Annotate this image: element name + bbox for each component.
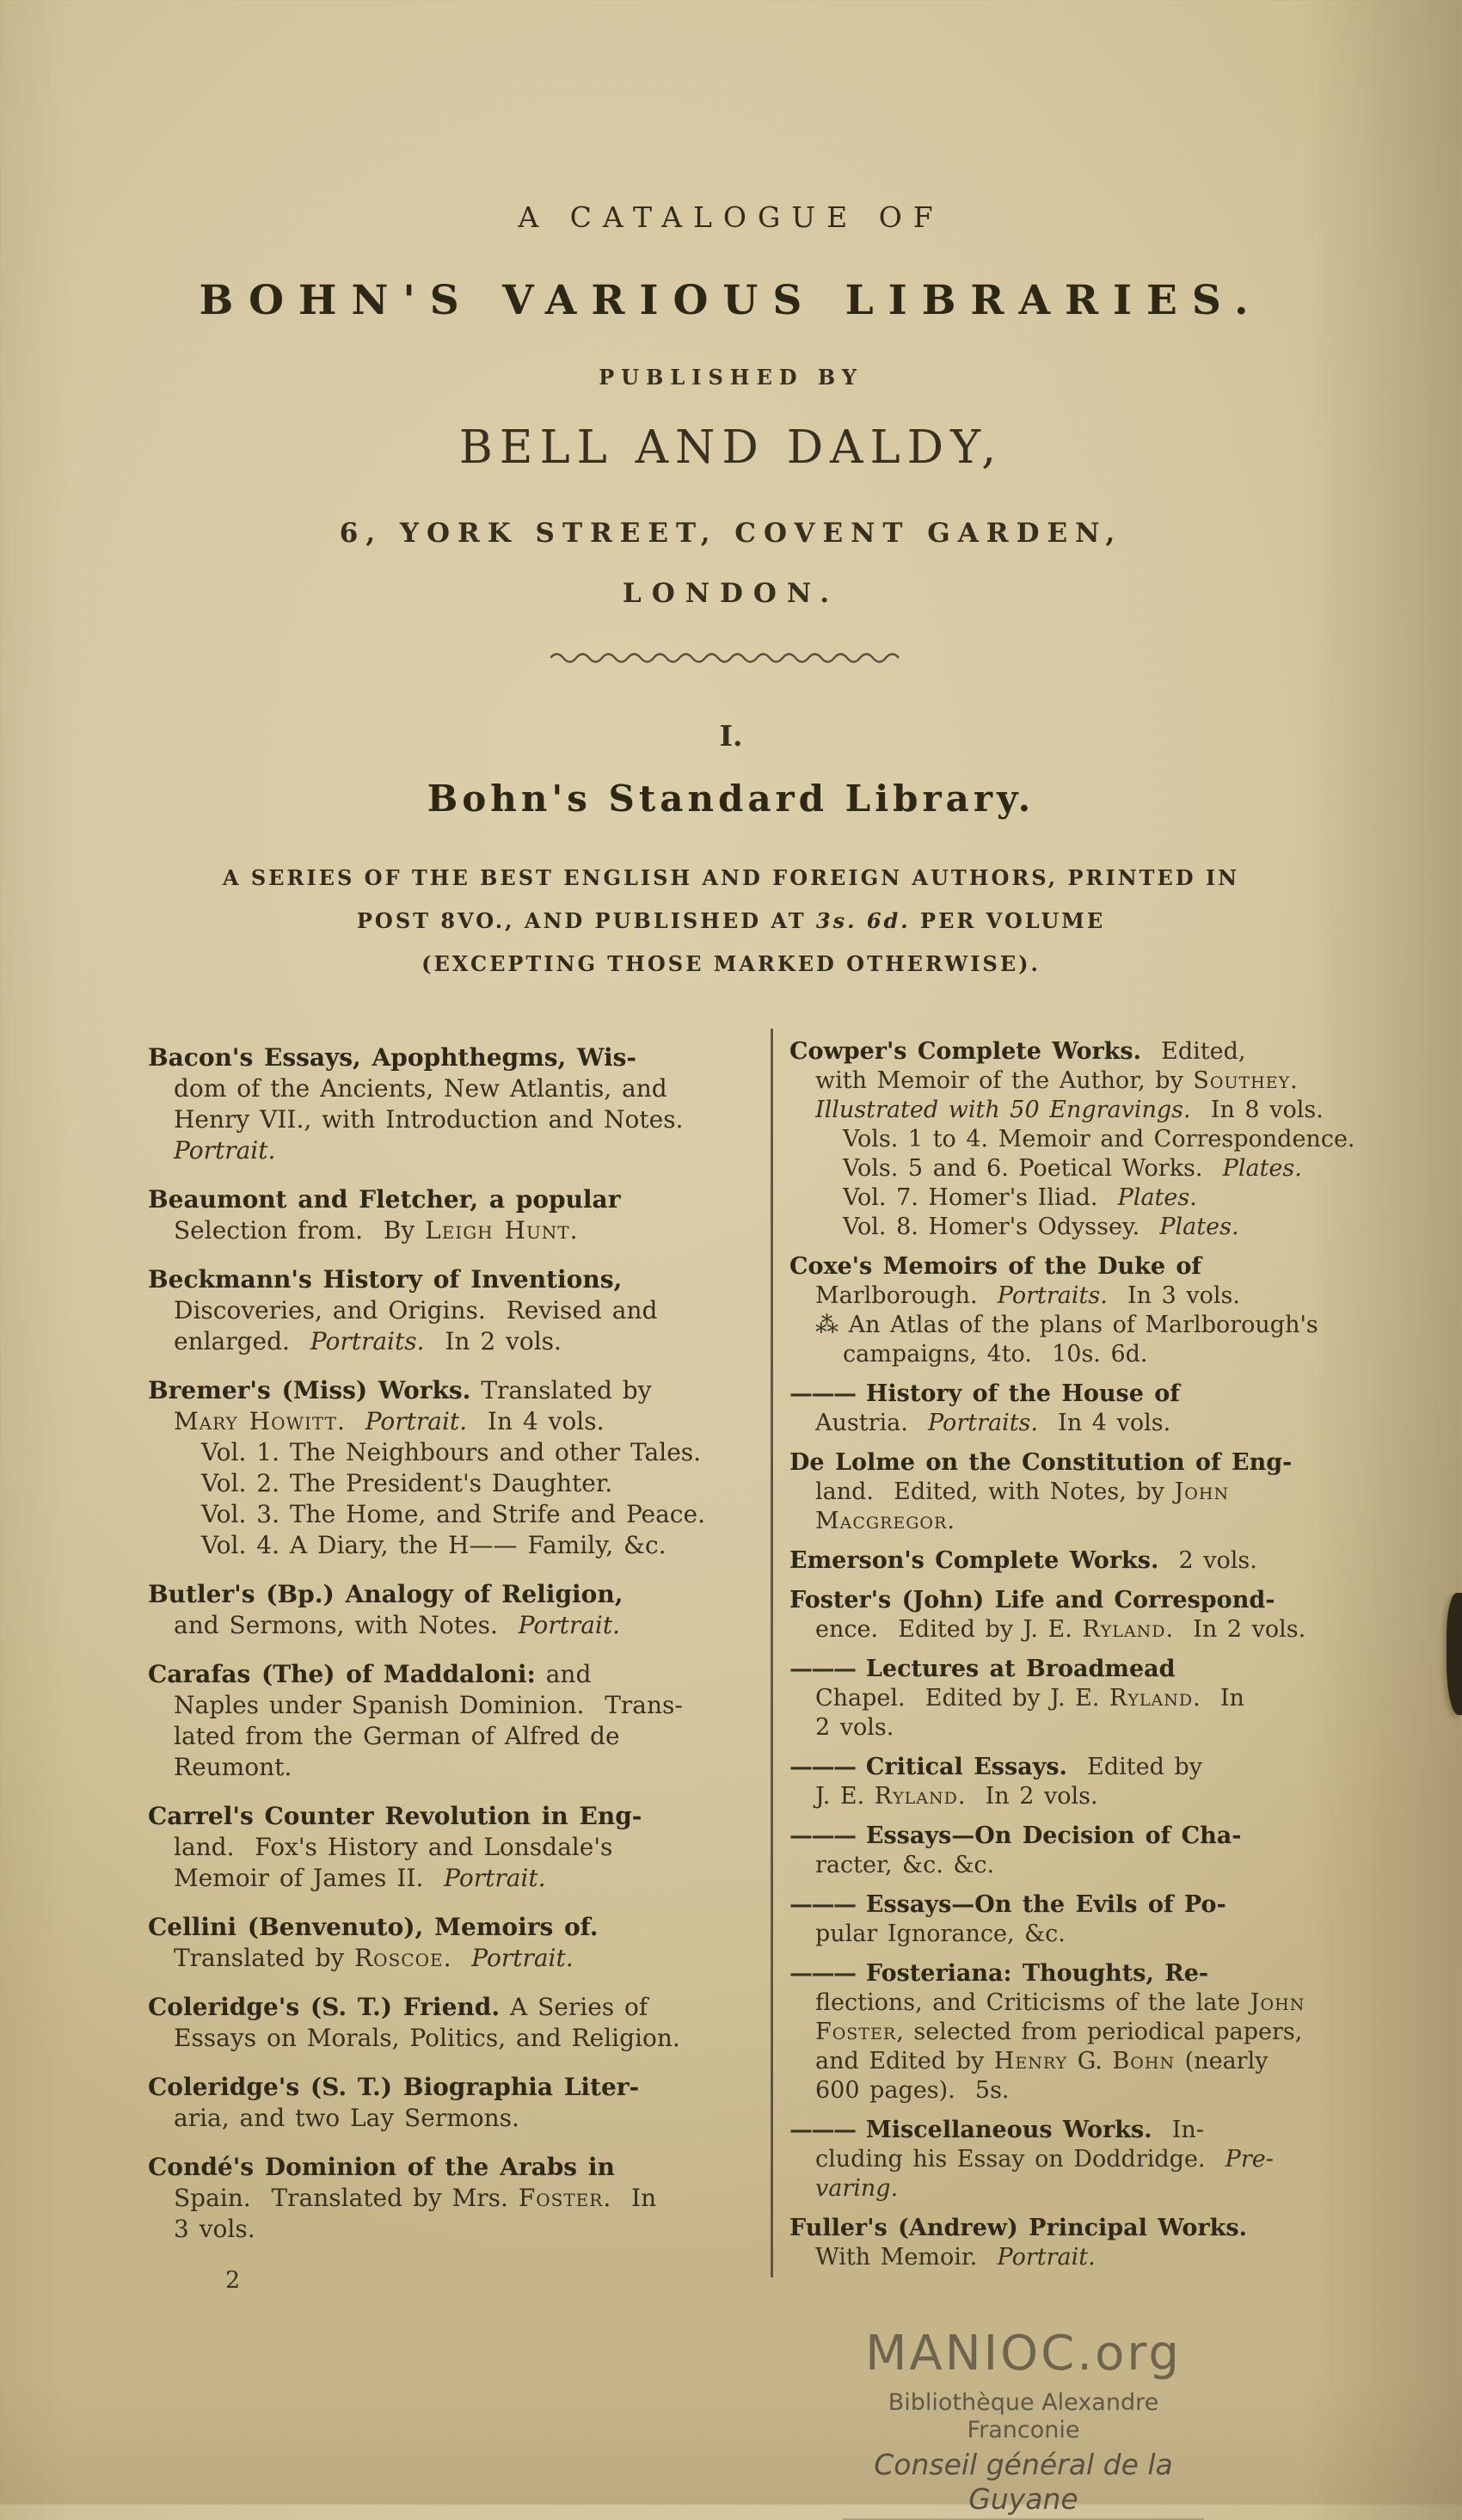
text-run: . In 2 vols. <box>1165 1616 1306 1643</box>
text-run: Ryland <box>1082 1616 1166 1643</box>
text-run: and Edited by <box>815 2048 994 2074</box>
series-description <box>0 857 1462 986</box>
text-run: Translated by <box>470 1376 652 1404</box>
text-run: Ryland <box>874 1783 958 1810</box>
catalog-entry <box>789 1546 1397 1576</box>
text-run: Emerson's Complete Works. <box>789 1547 1159 1574</box>
catalog-entry <box>789 1037 1397 1242</box>
column-divider-rule <box>771 1029 773 2277</box>
text-run: and <box>535 1660 592 1688</box>
text-run: Vols. 5 and 6. Poetical Works. <box>843 1155 1223 1182</box>
entry-line <box>789 1448 1397 1478</box>
text-run: Roscoe <box>354 1944 444 1972</box>
text-run: . In 2 vols. <box>957 1783 1098 1810</box>
text-run: Vol. 4. A Diary, the H—— Family, &c. <box>201 1531 666 1559</box>
entry-line <box>148 1264 741 1295</box>
text-run: 3 vols. <box>174 2215 255 2243</box>
catalog-entry <box>148 2152 741 2245</box>
library-owner: Conseil général de la Guyane <box>843 2448 1204 2520</box>
entry-line <box>789 1409 1397 1438</box>
catalog-entry <box>789 1655 1397 1742</box>
text-run: Translated by <box>174 1944 355 1972</box>
text-run: In 4 vols. <box>1038 1410 1171 1436</box>
text-run: Coleridge's (S. T.) Friend. <box>148 1993 501 2021</box>
catalog-column-left <box>148 1042 741 2263</box>
digitization-imprint <box>843 2327 1204 2520</box>
entry-line <box>789 1380 1397 1409</box>
catalog-entry <box>789 1890 1397 1949</box>
text-run: Essays on Morals, Politics, and Religion. <box>174 2024 680 2052</box>
text-run: Vol. 1. The Neighbours and other Tales. <box>201 1438 702 1466</box>
publisher-name: BELL AND DALDY, <box>458 421 1004 474</box>
text-run: Plates. <box>1222 1155 1302 1182</box>
catalog-entry <box>789 1380 1397 1438</box>
text-run: History of the House of <box>855 1380 1180 1407</box>
entry-line <box>789 1851 1397 1880</box>
text-run: In 4 vols. <box>467 1407 605 1435</box>
catalog-entry <box>148 1184 741 1246</box>
entry-line <box>789 1546 1397 1576</box>
text-run: Foster <box>518 2184 604 2212</box>
text-run: Marlborough. <box>815 1282 998 1309</box>
entry-line <box>148 1943 741 1974</box>
text-run: Miscellaneous Works. <box>855 2117 1152 2143</box>
entry-line <box>148 1468 741 1499</box>
entry-line <box>789 2047 1397 2076</box>
text-run: In 3 vols. <box>1107 1282 1240 1309</box>
text-run: Beckmann's History of Inventions, <box>148 1265 623 1294</box>
text-run: Lectures at Broadmead <box>855 1656 1176 1682</box>
text-run: ——— <box>789 1754 856 1780</box>
catalog-entry <box>789 1753 1397 1811</box>
published-by: PUBLISHED BY <box>599 365 863 390</box>
entry-line <box>148 1042 741 1073</box>
catalog-entry <box>148 1659 741 1783</box>
entry-line <box>148 1184 741 1215</box>
text-run: Portrait. <box>174 1136 276 1165</box>
entry-line <box>789 2243 1397 2272</box>
text-run: Memoir of James II. <box>174 1864 445 1892</box>
text-run: Portrait. <box>997 2244 1096 2271</box>
catalog-entry <box>148 2072 741 2134</box>
entry-line <box>789 1586 1397 1615</box>
entry-line <box>789 1713 1397 1742</box>
text-run: Austria. <box>815 1410 928 1436</box>
catalog-entry <box>148 1375 741 1561</box>
text-run: Ryland <box>1109 1685 1194 1712</box>
catalog-column-right <box>789 1037 1397 2283</box>
text-run: De Lolme on the Constitution of Eng- <box>789 1449 1293 1476</box>
entry-line <box>789 1478 1397 1507</box>
text-run: Essays—On the Evils of Po- <box>855 1891 1226 1918</box>
entry-line <box>0 943 1462 986</box>
entry-line <box>789 1282 1397 1311</box>
entry-line <box>148 1992 741 2023</box>
text-run: and Sermons, with Notes. <box>174 1611 519 1639</box>
entry-line <box>148 1215 741 1246</box>
text-run: Southey <box>1193 1067 1291 1094</box>
text-run: cluding his Essay on Doddridge. <box>815 2146 1226 2173</box>
text-run: . In <box>1193 1685 1244 1712</box>
page-number: 2 <box>225 2267 241 2294</box>
entry-line <box>789 2145 1397 2174</box>
text-run: flections, and Criticisms of the late <box>815 1989 1250 2016</box>
entry-line <box>789 1615 1397 1644</box>
entry-line <box>148 2103 741 2134</box>
text-run: Beaumont and Fletcher, a popular <box>148 1185 621 1214</box>
text-run: Spain. Translated by Mrs. <box>174 2184 519 2212</box>
text-run: . <box>336 1407 366 1435</box>
text-run: Butler's (Bp.) Analogy of Religion, <box>148 1580 624 1608</box>
text-run: ence. Edited by J. E. <box>815 1616 1083 1643</box>
publisher-address-line2: LONDON. <box>622 578 840 609</box>
entry-line <box>0 900 1462 943</box>
text-run: 2 vols. <box>1158 1547 1257 1574</box>
text-run: (EXCEPTING THOSE MARKED OTHERWISE). <box>421 951 1041 976</box>
text-run: Edited, <box>1140 1038 1246 1065</box>
text-run: Portrait. <box>365 1407 468 1435</box>
entry-line <box>789 2214 1397 2243</box>
wavy-divider <box>0 647 1462 663</box>
section-number: I. <box>719 719 743 753</box>
text-run: Carrel's Counter Revolution in Eng- <box>148 1802 642 1830</box>
text-run: land. Edited, with Notes, by <box>815 1478 1175 1505</box>
text-run: With Memoir. <box>815 2244 998 2271</box>
entry-line <box>148 1104 741 1135</box>
text-run: ⁂ An Atlas of the plans of Marlborough's <box>815 1312 1318 1338</box>
text-run: Coleridge's (S. T.) Biographia Liter- <box>148 2073 640 2101</box>
text-run: . <box>569 1216 578 1245</box>
text-run: PER VOLUME <box>910 908 1106 933</box>
text-run: Cellini (Benvenuto), Memoirs of. <box>148 1913 599 1941</box>
entry-line <box>148 1295 741 1326</box>
entry-line <box>789 1655 1397 1684</box>
catalog-entry <box>148 1579 741 1641</box>
catalog-entry <box>789 1448 1397 1536</box>
entry-line <box>148 2072 741 2103</box>
entry-line <box>789 1096 1397 1125</box>
text-run: G. <box>1067 2048 1113 2074</box>
text-run: varing. <box>815 2175 899 2202</box>
manioc-logo: MANIOC.org <box>865 2326 1182 2382</box>
text-run: Critical Essays. <box>855 1754 1067 1780</box>
text-run: Fosteriana: Thoughts, Re- <box>855 1960 1209 1987</box>
text-run: lated from the German of Alfred de <box>174 1722 620 1750</box>
text-run: Bohn <box>1112 2048 1176 2074</box>
publisher-address-line1: 6, YORK STREET, COVENT GARDEN, <box>339 518 1123 549</box>
catalog-entry <box>789 1959 1397 2105</box>
text-run: John <box>1250 1989 1305 2016</box>
entry-line <box>789 1183 1397 1213</box>
entry-line <box>789 1920 1397 1949</box>
entry-line <box>148 1530 741 1561</box>
text-run: In- <box>1152 2117 1204 2143</box>
text-run: Discoveries, and Origins. Revised and <box>174 1296 658 1325</box>
entry-line <box>789 1037 1397 1066</box>
entry-line <box>148 2214 741 2245</box>
entry-line <box>148 1801 741 1832</box>
entry-line <box>789 1890 1397 1920</box>
text-run: 600 pages). 5s. <box>815 2077 1010 2104</box>
catalog-entry <box>789 2116 1397 2203</box>
text-run: . <box>443 1944 472 1972</box>
entry-line <box>148 1499 741 1530</box>
text-run: Naples under Spanish Dominion. Trans- <box>174 1691 683 1719</box>
catalog-entry <box>789 1822 1397 1880</box>
entry-line <box>148 1752 741 1783</box>
catalogue-line: A CATALOGUE OF <box>518 200 944 234</box>
catalog-entry <box>148 1801 741 1894</box>
entry-line <box>148 1863 741 1894</box>
text-run: Edited by <box>1066 1754 1202 1780</box>
text-run: Vol. 2. The President's Daughter. <box>201 1469 613 1497</box>
text-run: , selected from periodical papers, <box>896 2019 1303 2045</box>
text-run: Pre- <box>1225 2146 1274 2173</box>
entry-line <box>789 1252 1397 1282</box>
text-run: Portrait. <box>471 1944 574 1972</box>
entry-line <box>789 2076 1397 2105</box>
catalog-entry <box>148 1992 741 2054</box>
text-run: Portraits. <box>927 1410 1038 1436</box>
text-run: Vol. 8. Homer's Odyssey. <box>843 1214 1160 1240</box>
entry-line <box>789 2116 1397 2145</box>
entry-line <box>789 1753 1397 1782</box>
text-run: . <box>1290 1067 1298 1094</box>
text-run: POST 8VO., AND PUBLISHED AT <box>356 908 816 933</box>
entry-line <box>148 2183 741 2214</box>
text-run: Foster's (John) Life and Correspond- <box>789 1587 1275 1613</box>
text-run: ——— <box>789 1656 856 1682</box>
text-run: Bremer's (Miss) Works. <box>148 1376 471 1404</box>
text-run: enlarged. <box>174 1327 310 1355</box>
text-run: A SERIES OF THE BEST ENGLISH AND FOREIGN AUTHORS, PRINTED IN <box>222 865 1240 890</box>
text-run: . In <box>603 2184 657 2212</box>
page-title: BOHN'S VARIOUS LIBRARIES. <box>199 277 1263 324</box>
text-run: 2 vols. <box>815 1714 894 1741</box>
catalog-entry <box>148 1912 741 1974</box>
text-run: Foster <box>815 2019 897 2045</box>
entry-line <box>148 1832 741 1863</box>
text-run: Carafas (The) of Maddaloni: <box>148 1660 536 1688</box>
catalog-entry <box>789 1252 1397 1369</box>
text-run: Macgregor <box>815 1508 948 1534</box>
entry-line <box>789 1125 1397 1154</box>
text-run: A Series of <box>500 1993 648 2021</box>
text-run: Portraits. <box>997 1282 1108 1309</box>
text-run: Fuller's (Andrew) Principal Works. <box>789 2215 1247 2241</box>
entry-line <box>148 1135 741 1166</box>
entry-line <box>148 1721 741 1752</box>
entry-line <box>148 1610 741 1641</box>
entry-line <box>0 857 1462 900</box>
text-run: Essays—On Decision of Cha- <box>855 1822 1242 1849</box>
text-run: Henry VII., with Introduction and Notes. <box>174 1105 684 1134</box>
text-run: Selection from. By <box>174 1216 426 1245</box>
text-run: ——— <box>789 1822 856 1849</box>
entry-line <box>148 1406 741 1437</box>
text-run: Portrait. <box>444 1864 546 1892</box>
entry-line <box>789 1213 1397 1242</box>
entry-line <box>148 1326 741 1357</box>
text-run: (nearly <box>1175 2048 1268 2074</box>
text-run: Coxe's Memoirs of the Duke of <box>789 1253 1202 1280</box>
entry-line <box>148 1579 741 1610</box>
catalog-entry <box>148 1042 741 1166</box>
entry-line <box>148 1437 741 1468</box>
entry-line <box>789 1507 1397 1536</box>
entry-line <box>148 2152 741 2183</box>
entry-line <box>789 1782 1397 1811</box>
text-run: dom of the Ancients, New Atlantis, and <box>174 1074 667 1103</box>
entry-line <box>789 1311 1397 1340</box>
entry-line <box>789 2018 1397 2047</box>
entry-line <box>148 2023 741 2054</box>
text-run: John <box>1174 1478 1230 1505</box>
text-run: Cowper's Complete Works. <box>789 1038 1141 1065</box>
catalog-entry <box>789 1586 1397 1644</box>
text-run: Illustrated with 50 Engravings. <box>815 1097 1191 1123</box>
text-run: campaigns, 4to. 10s. 6d. <box>843 1341 1148 1368</box>
entry-line <box>789 1684 1397 1713</box>
entry-line <box>148 1690 741 1721</box>
text-run: aria, and two Lay Sermons. <box>174 2104 519 2132</box>
text-run: Henry <box>993 2048 1068 2074</box>
catalog-entry <box>148 1264 741 1357</box>
entry-line <box>789 1340 1397 1369</box>
text-run: land. Fox's History and Lonsdale's <box>174 1833 613 1861</box>
entry-line <box>789 1988 1397 2018</box>
text-run: racter, &c. &c. <box>815 1852 995 1878</box>
library-name: Bibliothèque Alexandre Franconie <box>888 2389 1159 2443</box>
entry-line <box>148 1659 741 1690</box>
text-run: Portraits. <box>310 1327 425 1355</box>
text-run: J. E. <box>815 1783 875 1810</box>
text-run: ——— <box>789 1960 856 1987</box>
text-run: with Memoir of the Author, by <box>815 1067 1194 1094</box>
text-run: Mary Howitt <box>174 1407 337 1435</box>
text-run: Leigh Hunt <box>425 1216 570 1245</box>
text-run: Portrait. <box>518 1611 621 1639</box>
text-run: In 2 vols. <box>424 1327 562 1355</box>
catalog-entry <box>789 2214 1397 2272</box>
text-run: ——— <box>789 1380 856 1407</box>
entry-line <box>789 1959 1397 1988</box>
text-run: Plates. <box>1117 1184 1197 1211</box>
text-run: ——— <box>789 2117 856 2143</box>
entry-line <box>789 2174 1397 2203</box>
text-run: Chapel. Edited by J. E. <box>815 1685 1109 1712</box>
entry-line <box>789 1066 1397 1096</box>
text-run: . <box>947 1508 955 1534</box>
text-run: Vols. 1 to 4. Memoir and Correspondence. <box>843 1126 1355 1152</box>
text-run: Reumont. <box>174 1753 292 1781</box>
entry-line <box>148 1375 741 1406</box>
text-run: Bacon's Essays, Apophthegms, Wis- <box>148 1043 636 1072</box>
entry-line <box>789 1822 1397 1851</box>
text-run: Plates. <box>1159 1214 1239 1240</box>
text-run: Condé's Dominion of the Arabs in <box>148 2153 615 2181</box>
text-run: pular Ignorance, &c. <box>815 1921 1066 1947</box>
text-run: ——— <box>789 1891 856 1918</box>
entry-line <box>148 1073 741 1104</box>
section-title: Bohn's Standard Library. <box>427 778 1035 820</box>
entry-line <box>148 1912 741 1943</box>
text-run: Vol. 3. The Home, and Strife and Peace. <box>201 1500 705 1528</box>
text-run: In 8 vols. <box>1190 1097 1324 1123</box>
entry-line <box>789 1154 1397 1183</box>
text-run: 3s. 6d. <box>815 908 911 933</box>
binding-ink-mark <box>1447 1593 1462 1715</box>
text-run: Vol. 7. Homer's Iliad. <box>843 1184 1118 1211</box>
